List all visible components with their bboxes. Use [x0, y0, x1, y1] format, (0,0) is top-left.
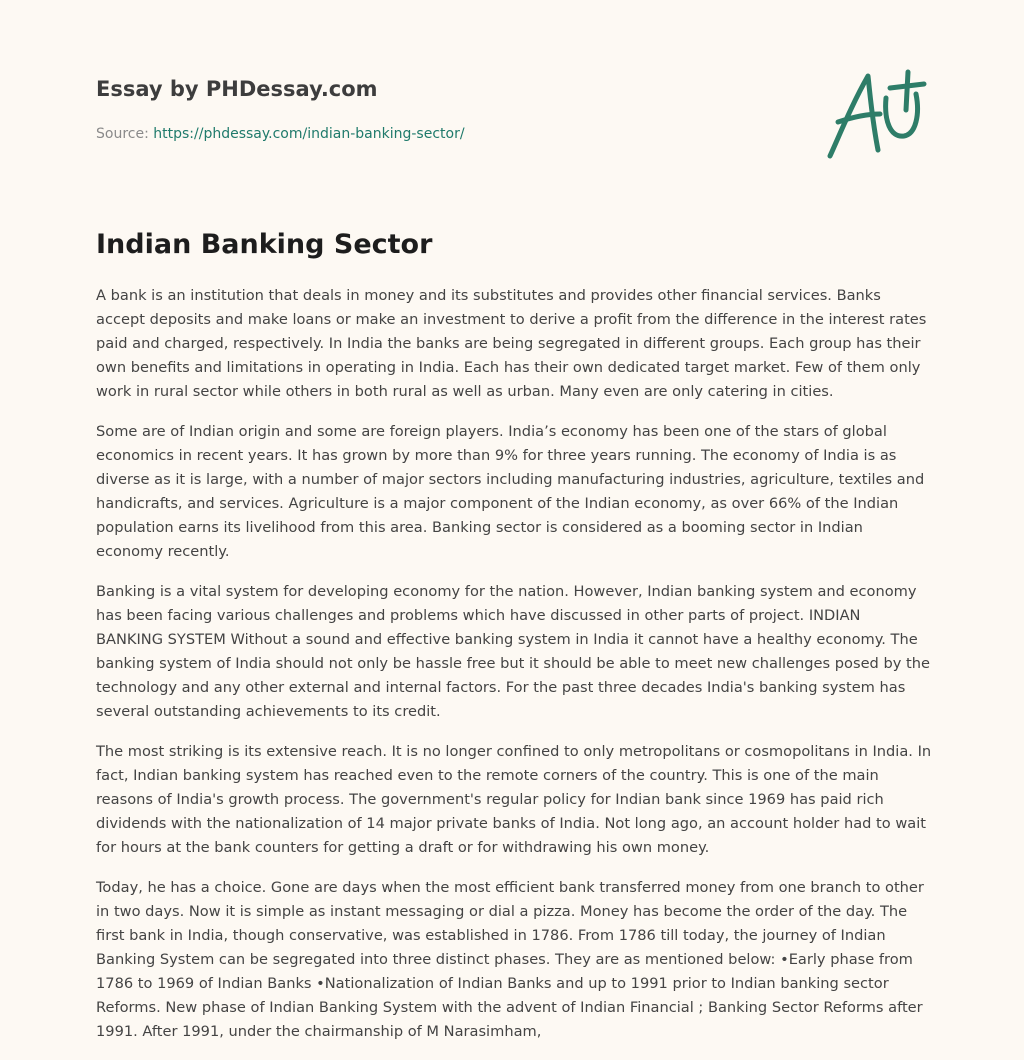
- essay-paragraph: Some are of Indian origin and some are foreign players. India’s economy has been one of the stars of global economics in recent years. It has grown by more than 9% for three years running. The economy of India is as diverse as it is large, with a number of major sectors including manufacturing industries, agriculture, textiles and handicrafts, and services. Agriculture is a major component of the Indian economy, as over 66% of the Indian population earns its livelihood from this area. Banking sector is considered as a booming sector in Indian economy recently.: [96, 423, 925, 560]
- essay-body: [96, 284, 932, 1060]
- a-plus-logo-icon: [820, 64, 932, 166]
- site-brand: Essay by PHDessay.com: [96, 77, 378, 101]
- essay-header: [96, 74, 816, 144]
- essay-paragraph: Banking is a vital system for developing economy for the nation. However, Indian banking system and economy has been facing various challenges and problems which have discussed in other parts of project. INDIAN BANKING SYSTEM Without a sound and effective banking system in India it cannot have a healthy economy. The banking system of India should not only be hassle free but it should be able to meet new challenges posed by the technology and any other external and internal factors. For the past three decades India's banking system has several outstanding achievements to its credit.: [96, 583, 930, 720]
- essay-paragraph: Today, he has a choice. Gone are days when the most efficient bank transferred money from one branch to other in two days. Now it is simple as instant messaging or dial a pizza. Money has become the order of the day. The first bank in India, though conservative, was established in 1786. From 1786 till today, the journey of Indian Banking System can be segregated into three distinct phases. They are as mentioned below: •Early phase from 1786 to 1969 of Indian Banks •Nationalization of Indian Banks and up to 1991 prior to Indian banking sector Reforms. New phase of Indian Banking System with the advent of Indian Financial ; Banking Sector Reforms after 1991. After 1991, under the chairmanship of M Narasimham,: [96, 879, 924, 1040]
- source-label: Source:: [96, 126, 154, 142]
- essay-paragraph: The most striking is its extensive reach. It is no longer confined to only metropolitans or cosmopolitans in India. In fact, Indian banking system has reached even to the remote corners of the country. This is one of the main reasons of India's growth process. The government's regular policy for Indian bank since 1969 has paid rich dividends with the nationalization of 14 major private banks of India. Not long ago, an account holder had to wait for hours at the bank counters for getting a draft or for withdrawing his own money.: [96, 743, 932, 856]
- source-link[interactable]: https://phdessay.com/indian-banking-sector/: [153, 126, 465, 142]
- essay-paragraph: A bank is an institution that deals in money and its substitutes and provides other financial services. Banks accept deposits and make loans or make an investment to derive a profit from the difference in the interest rates paid and charged, respectively. In India the banks are being segregated in different groups. Each group has their own benefits and limitations in operating in India. Each has their own dedicated target market. Few of them only work in rural sector while others in both rural as well as urban. Many even are only catering in cities.: [96, 287, 927, 400]
- source-line: [96, 124, 816, 144]
- essay-title: Indian Banking Sector: [96, 229, 433, 260]
